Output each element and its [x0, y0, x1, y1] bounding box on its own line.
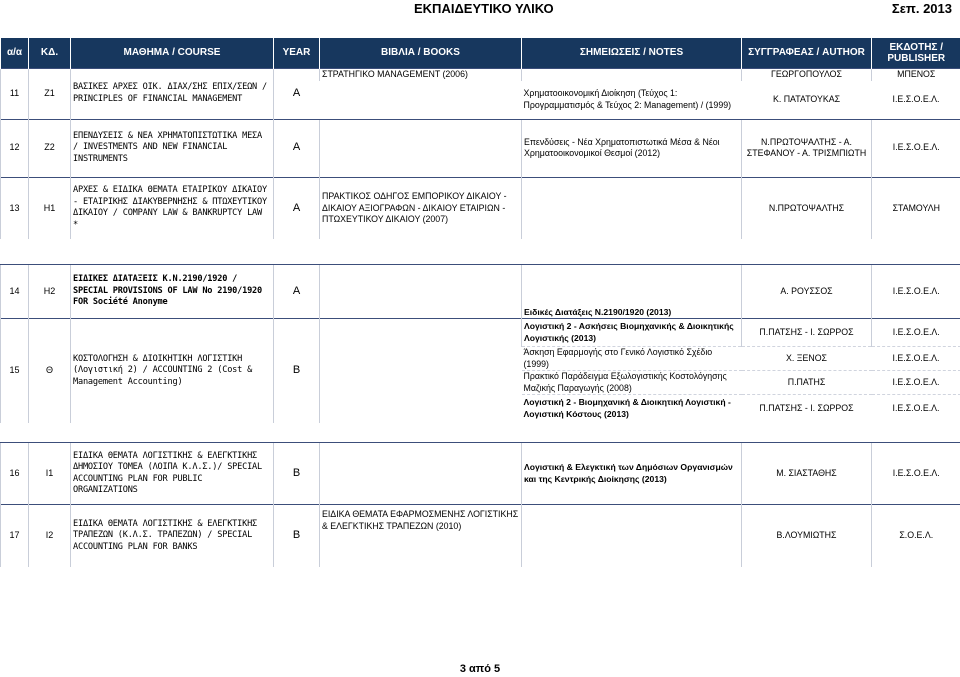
publisher: Ι.Ε.Σ.Ο.Ε.Λ. — [872, 347, 960, 371]
header-author: ΣΥΓΓΡΑΦΕΑΣ / AUTHOR — [742, 38, 872, 68]
course-table-part1 — [0, 38, 960, 239]
publisher: Ι.Ε.Σ.Ο.Ε.Λ. — [892, 94, 940, 104]
page-header — [0, 0, 960, 18]
header-aa: α/α — [1, 38, 29, 68]
author: Π.ΠΑΤΣΗΣ - Ι. ΣΩΡΡΟΣ — [742, 395, 872, 423]
note-text: Χρηματοοικονομική Διοίκηση (Τεύχος 1: Προγραμματισμός & Τεύχος 2: Management) / (1999) — [523, 88, 732, 110]
row-code: Η1 — [29, 177, 71, 239]
row-code: Η2 — [29, 265, 71, 319]
row-number: 17 — [1, 505, 29, 567]
publisher: Σ.Ο.Ε.Λ. — [872, 505, 960, 567]
publisher: ΜΠΕΝΟΣ — [872, 68, 960, 81]
row-number: 16 — [1, 443, 29, 505]
course-title: ΚΟΣΤΟΛΟΓΗΣΗ & ΔΙΟΙΚΗΤΙΚΗ ΛΟΓΙΣΤΙΚΗ (Λογιστική 2) / ACCOUNTING 2 (Cost & Management Accounting) — [71, 319, 274, 423]
publisher: Ι.Ε.Σ.Ο.Ε.Λ. — [872, 119, 960, 177]
course-year: Β — [274, 443, 320, 505]
book-title — [320, 81, 522, 119]
row-number: 11 — [1, 68, 29, 119]
course-year: Α — [274, 68, 320, 119]
row-number: 15 — [1, 319, 29, 423]
row-code: Ι1 — [29, 443, 71, 505]
header-books: ΒΙΒΛΙΑ / BOOKS — [320, 38, 522, 68]
note-text — [522, 177, 742, 239]
row-code: Ζ1 — [29, 68, 71, 119]
row-number: 13 — [1, 177, 29, 239]
author: Ν.ΠΡΩΤΟΨΑΛΤΗΣ — [742, 177, 872, 239]
author: Α. ΡΟΥΣΣΟΣ — [742, 265, 872, 319]
book-title — [320, 265, 522, 319]
book-title — [320, 119, 522, 177]
header-year: YEAR — [274, 38, 320, 68]
course-title: ΕΙΔΙΚΑ ΘΕΜΑΤΑ ΛΟΓΙΣΤΙΚΗΣ & ΕΛΕΓΚΤΙΚΗΣ ΤΡΑΠΕΖΩΝ (Κ.Λ.Σ. ΤΡΑΠΕΖΩΝ) / SPECIAL ACCOUNTING PLAN FOR BANKS — [71, 505, 274, 567]
page-date: Σεπ. 2013 — [891, 1, 952, 16]
table-row — [1, 119, 960, 177]
table-row — [1, 177, 960, 239]
note-text: Άσκηση Εφαρμογής στο Γενικό Λογιστικό Σχέδιο (1999) — [522, 347, 742, 371]
course-year: Α — [274, 119, 320, 177]
author: Ν.ΠΡΩΤΟΨΑΛΤΗΣ - Α. ΣΤΕΦΑΝΟΥ - Α. ΤΡΙΣΜΠΙΩΤΗ — [742, 119, 872, 177]
publisher: ΣΤΑΜΟΥΛΗ — [872, 177, 960, 239]
row-number: 12 — [1, 119, 29, 177]
note-text — [522, 505, 742, 567]
note-text: Πρακτικό Παράδειγμα Εξωλογιστικής Κοστολόγησης Μαζικής Παραγωγής (2008) — [522, 371, 742, 395]
course-year: Β — [274, 505, 320, 567]
author: Π.ΠΑΤΗΣ — [742, 371, 872, 395]
book-title — [320, 443, 522, 505]
book-title: ΣΤΡΑΤΗΓΙΚΟ MANAGEMENT (2006) — [320, 68, 522, 81]
note-text: Λογιστική 2 - Ασκήσεις Βιομηχανικής & Διοικητικής Λογιστικής (2013) — [522, 319, 742, 347]
row-code: Ι2 — [29, 505, 71, 567]
table-row — [1, 265, 960, 319]
author: Μ. ΣΙΑΣΤΑΘΗΣ — [742, 443, 872, 505]
table-row — [1, 505, 960, 567]
course-year: Α — [274, 177, 320, 239]
author: Χ. ΞΕΝΟΣ — [742, 347, 872, 371]
publisher: Ι.Ε.Σ.Ο.Ε.Λ. — [872, 395, 960, 423]
book-title — [320, 319, 522, 423]
course-year: Β — [274, 319, 320, 423]
publisher: Ι.Ε.Σ.Ο.Ε.Λ. — [872, 443, 960, 505]
table-header-row — [1, 38, 960, 68]
table-row — [1, 68, 960, 81]
publisher: Ι.Ε.Σ.Ο.Ε.Λ. — [872, 371, 960, 395]
course-title: ΒΑΣΙΚΕΣ ΑΡΧΕΣ ΟΙΚ. ΔΙΑΧ/ΣΗΣ ΕΠΙΧ/ΣΕΩΝ / PRINCIPLES OF FINANCIAL MANAGEMENT — [71, 68, 274, 119]
header-notes: ΣΗΜΕΙΩΣΕΙΣ / NOTES — [522, 38, 742, 68]
table-row — [1, 443, 960, 505]
page-number: 3 από 5 — [459, 663, 501, 675]
header-course: ΜΑΘΗΜΑ / COURSE — [71, 38, 274, 68]
course-title: ΑΡΧΕΣ & ΕΙΔΙΚΑ ΘΕΜΑΤΑ ΕΤΑΙΡΙΚΟΥ ΔΙΚΑΙΟΥ - ΕΤΑΙΡΙΚΗΣ ΔΙΑΚΥΒΕΡΝΗΣΗΣ & ΠΤΩΧΕΥΤΙΚΟΥ ΔΙΚΑΙΟΥ / COMPANY LAW & BANKRUPTCY LAW * — [71, 177, 274, 239]
author: ΓΕΩΡΓΟΠΟΥΛΟΣ — [742, 68, 872, 81]
note-text: Λογιστική 2 - Βιομηχανική & Διοικητική Λογιστική - Λογιστική Κόστους (2013) — [522, 395, 742, 423]
note-text: Επενδύσεις - Νέα Χρηματοπιστωτικά Μέσα & Νέοι Χρηματοοικονομικοί Θεσμοί (2012) — [522, 119, 742, 177]
book-title: ΠΡΑΚΤΙΚΟΣ ΟΔΗΓΟΣ ΕΜΠΟΡΙΚΟΥ ΔΙΚΑΙΟΥ - ΔΙΚΑΙΟΥ ΑΞΙΟΓΡΑΦΩΝ - ΔΙΚΑΙΟΥ ΕΤΑΙΡΙΩΝ - ΠΤΩΧΕΥΤΙΚΟΥ ΔΙΚΑΙΟΥ (2007) — [320, 177, 522, 239]
page-title: ΕΚΠΑΙΔΕΥΤΙΚΟ ΥΛΙΚΟ — [414, 1, 554, 16]
header-code: ΚΔ. — [29, 38, 71, 68]
course-table-part2 — [0, 264, 960, 423]
row-number: 14 — [1, 265, 29, 319]
row-code: Ζ2 — [29, 119, 71, 177]
note-text — [522, 68, 742, 81]
course-year: Α — [274, 265, 320, 319]
book-title: ΕΙΔΙΚΑ ΘΕΜΑΤΑ ΕΦΑΡΜΟΣΜΕΝΗΣ ΛΟΓΙΣΤΙΚΗΣ & ΕΛΕΓΚΤΙΚΗΣ ΤΡΑΠΕΖΩΝ (2010) — [320, 505, 522, 567]
header-publisher: ΕΚΔΟΤΗΣ / PUBLISHER — [872, 38, 960, 68]
course-table-part3 — [0, 442, 960, 567]
note-text: Ειδικές Διατάξεις Ν.2190/1920 (2013) — [522, 265, 742, 319]
row-code: Θ — [29, 319, 71, 423]
author: Π.ΠΑΤΣΗΣ - Ι. ΣΩΡΡΟΣ — [742, 319, 872, 347]
table-row — [1, 319, 960, 347]
course-title: ΕΠΕΝΔΥΣΕΙΣ & ΝΕΑ ΧΡΗΜΑΤΟΠΙΣΤΩΤΙΚΑ ΜΕΣΑ / INVESTMENTS AND NEW FINANCIAL INSTRUMENTS — [71, 119, 274, 177]
course-title: ΕΙΔΙΚΕΣ ΔΙΑΤΑΞΕΙΣ Κ.Ν.2190/1920 / SPECIAL PROVISIONS OF LAW No 2190/1920 FOR Société Anonyme — [71, 265, 274, 319]
course-title: ΕΙΔΙΚΑ ΘΕΜΑΤΑ ΛΟΓΙΣΤΙΚΗΣ & ΕΛΕΓΚΤΙΚΗΣ ΔΗΜΟΣΙΟΥ ΤΟΜΕΑ (ΛΟΙΠΑ Κ.Λ.Σ.)/ SPECIAL ACCOUNTING PLAN FOR PUBLIC ORGANIZATIONS — [71, 443, 274, 505]
author: Β.ΛΟΥΜΙΩΤΗΣ — [742, 505, 872, 567]
note-text: Λογιστική & Ελεγκτική των Δημόσιων Οργανισμών και της Κεντρικής Διοίκησης (2013) — [522, 443, 742, 505]
publisher: Ι.Ε.Σ.Ο.Ε.Λ. — [872, 319, 960, 347]
author: Κ. ΠΑΤΑΤΟΥΚΑΣ — [772, 94, 841, 104]
publisher: Ι.Ε.Σ.Ο.Ε.Λ. — [872, 265, 960, 319]
